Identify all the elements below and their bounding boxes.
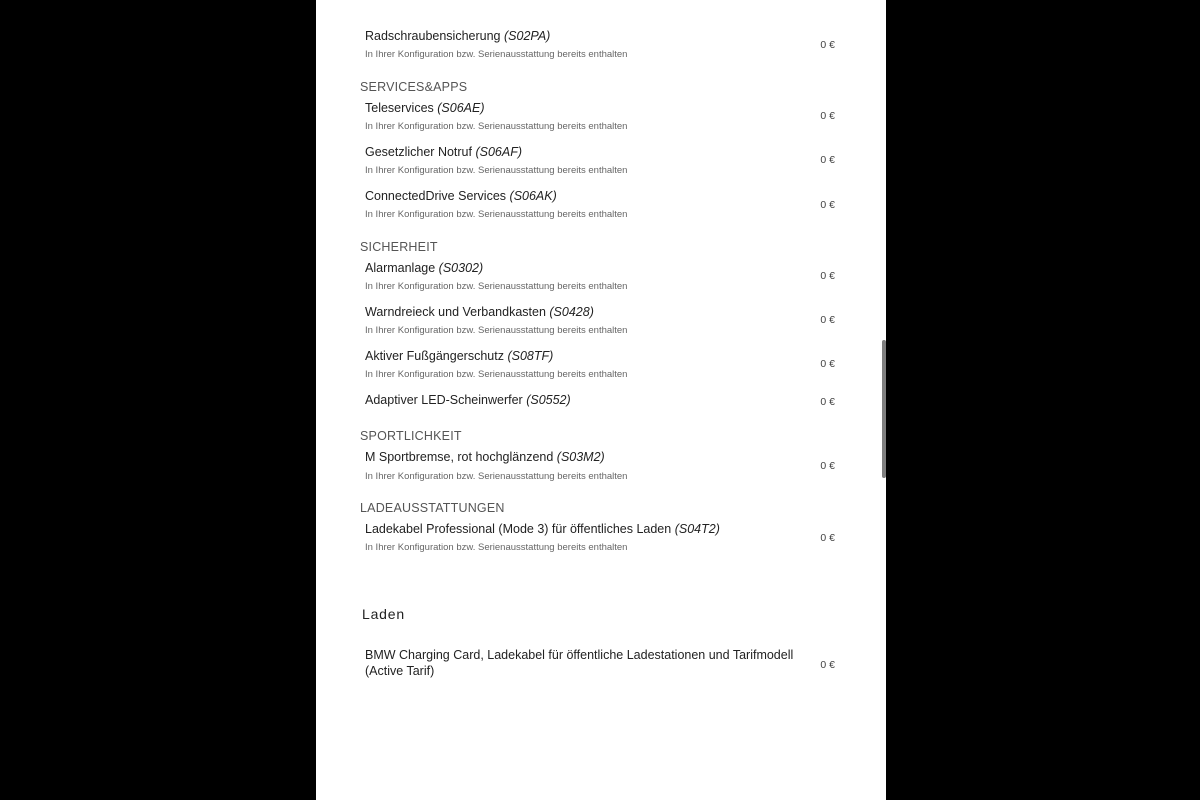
item-title-gesetzlicher-notruf: Gesetzlicher Notruf (S06AF): [365, 145, 523, 159]
item-price: 0 €: [820, 358, 835, 370]
item-code: (S04T2): [674, 522, 720, 536]
item-included-note: In Ihrer Konfiguration bzw. Serienausstattung bereits enthalten: [365, 369, 628, 380]
item-included-note: In Ihrer Konfiguration bzw. Serienausstattung bereits enthalten: [365, 121, 628, 132]
category-sicherheit: SICHERHEIT: [360, 240, 438, 254]
item-included-note: In Ihrer Konfiguration bzw. Serienausstattung bereits enthalten: [365, 325, 628, 336]
item-code: (S06AE): [437, 101, 485, 115]
item-code: (S02PA): [504, 29, 551, 43]
item-price: 0 €: [820, 460, 835, 472]
item-title-led-scheinwerfer: Adaptiver LED-Scheinwerfer (S0552): [365, 393, 571, 407]
category-services-apps: SERVICES&APPS: [360, 80, 468, 94]
item-title-teleservices: Teleservices (S06AE): [365, 101, 485, 115]
item-price: 0 €: [820, 659, 835, 671]
item-included-note: In Ihrer Konfiguration bzw. Serienausstattung bereits enthalten: [365, 471, 628, 482]
item-code: (S0552): [526, 393, 571, 407]
category-ladeausstattungen: LADEAUSSTATTUNGEN: [360, 501, 505, 515]
item-title-alarmanlage: Alarmanlage (S0302): [365, 261, 484, 275]
item-price: 0 €: [820, 532, 835, 544]
item-title-m-sportbremse: M Sportbremse, rot hochglänzend (S03M2): [365, 450, 605, 464]
item-price: 0 €: [820, 199, 835, 211]
category-sportlichkeit: SPORTLICHKEIT: [360, 429, 462, 443]
item-code: (S0302): [438, 261, 484, 275]
item-price: 0 €: [820, 154, 835, 166]
item-code: (S06AF): [475, 145, 523, 159]
item-included-note: In Ihrer Konfiguration bzw. Serienausstattung bereits enthalten: [365, 281, 628, 292]
item-title-fussgaengerschutz: Aktiver Fußgängerschutz (S08TF): [365, 349, 554, 363]
item-title-connecteddrive-services: ConnectedDrive Services (S06AK): [365, 189, 557, 203]
item-title-bmw-charging-card: BMW Charging Card, Ladekabel für öffentliche Ladestationen und Tarifmodell (Active Tarif): [365, 648, 794, 678]
section-title-laden: Laden: [362, 606, 405, 622]
item-code: (S03M2): [556, 450, 605, 464]
item-price: 0 €: [820, 110, 835, 122]
item-price: 0 €: [820, 396, 835, 408]
item-included-note: In Ihrer Konfiguration bzw. Serienausstattung bereits enthalten: [365, 165, 628, 176]
item-included-note: In Ihrer Konfiguration bzw. Serienausstattung bereits enthalten: [365, 209, 628, 220]
item-title-ladekabel-professional: Ladekabel Professional (Mode 3) für öffentliches Laden (S04T2): [365, 522, 720, 536]
item-code: (S06AK): [509, 189, 557, 203]
item-price: 0 €: [820, 39, 835, 51]
item-included-note: In Ihrer Konfiguration bzw. Serienausstattung bereits enthalten: [365, 542, 628, 553]
item-price: 0 €: [820, 270, 835, 282]
configuration-summary-page: [316, 0, 886, 800]
scrollbar-thumb[interactable]: [882, 340, 886, 478]
item-code: (S08TF): [507, 349, 554, 363]
item-included-note: In Ihrer Konfiguration bzw. Serienausstattung bereits enthalten: [365, 49, 628, 60]
item-price: 0 €: [820, 314, 835, 326]
item-code: (S0428): [549, 305, 594, 319]
item-title-warndreieck: Warndreieck und Verbandkasten (S0428): [365, 305, 594, 319]
item-title-radschraubensicherung: Radschraubensicherung (S02PA): [365, 29, 551, 43]
